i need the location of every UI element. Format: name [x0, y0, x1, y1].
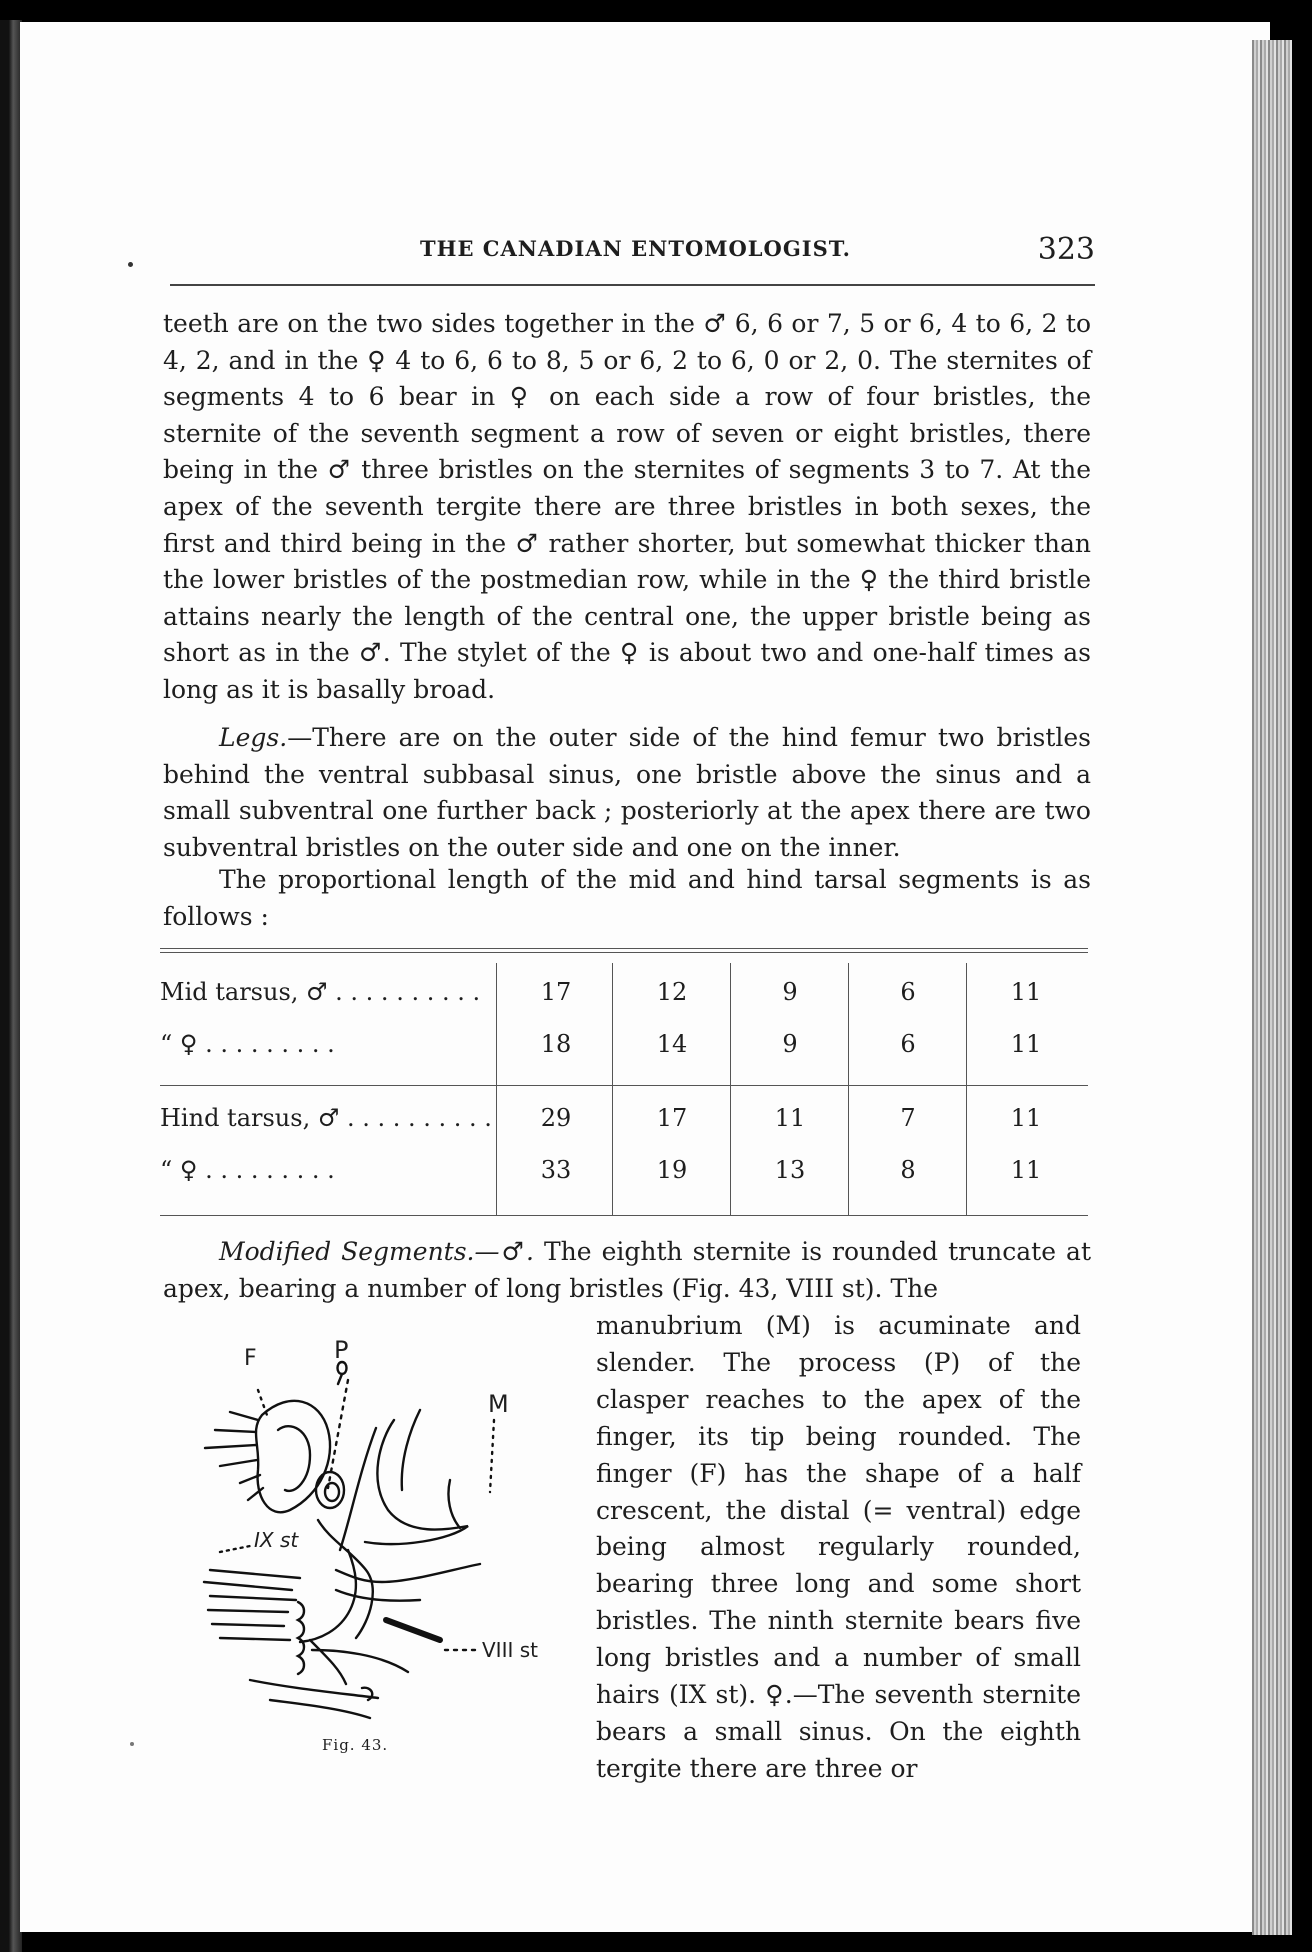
table-row: [160, 1104, 1088, 1144]
cell: 6: [900, 978, 916, 1006]
legs-heading: Legs.: [219, 723, 288, 752]
figure-43: [150, 1320, 580, 1750]
running-header: [150, 232, 1095, 276]
cell: 17: [656, 1104, 688, 1132]
cell: 17: [540, 978, 572, 1006]
paragraph-legs: [163, 720, 1091, 866]
header-rule: [170, 284, 1095, 286]
label-manubrium: M: [488, 1390, 509, 1418]
paragraph-manubrium: manubrium (M) is acuminate and slender. The process (P) of the clasper reaches to the apex of the finger, its tip being rounded. The finger (F) has the shape of a half crescent, the distal (= ventral) edge being almost regularly rounded, bearing three long and some short bristles. The ninth sternite bears five long bristles and a number of small hairs (IX st). ♀.—The seventh sternite bears a small sinus. On the eighth tergite there are three or: [596, 1311, 1081, 1783]
cell: 13: [774, 1156, 806, 1184]
margin-dot: [130, 1742, 134, 1746]
cell: 11: [1010, 1156, 1042, 1184]
legs-text: —There are on the outer side of the hind femur two bristles behind the ventral subbasal sinus, one bristle above the sinus and a small subventral one further back ; posteriorly at the apex there are two subventral bristles on the outer side and one on the inner.: [163, 723, 1091, 862]
page-edge: [1252, 40, 1292, 1935]
book-binding: [0, 20, 22, 1952]
cell: 8: [900, 1156, 916, 1184]
label-process: P: [334, 1336, 349, 1364]
cell: 6: [900, 1030, 916, 1058]
table-row: [160, 978, 1088, 1018]
label-eighth-sternite: VIII st: [482, 1638, 538, 1662]
tarsal-table: [160, 948, 1088, 1218]
figure-caption: Fig. 43.: [322, 1736, 389, 1754]
row-label: “ ♀ . . . . . . . . .: [160, 1156, 335, 1184]
cell: 18: [540, 1030, 572, 1058]
cell: 12: [656, 978, 688, 1006]
cell: 29: [540, 1104, 572, 1132]
row-label: Mid tarsus, ♂ . . . . . . . . . .: [160, 978, 481, 1006]
cell: 9: [782, 978, 798, 1006]
cell: 11: [1010, 1104, 1042, 1132]
table-bottom-rule: [160, 1215, 1088, 1216]
paragraph-modified-segments: [163, 1233, 1091, 1307]
cell: 11: [1010, 1030, 1042, 1058]
genitalia-drawing: [150, 1320, 580, 1750]
table-top-rule: [160, 948, 1088, 953]
row-label: “ ♀ . . . . . . . . .: [160, 1030, 335, 1058]
cell: 19: [656, 1156, 688, 1184]
cell: 9: [782, 1030, 798, 1058]
page-number: 323: [1037, 232, 1095, 267]
running-title: THE CANADIAN ENTOMOLOGIST.: [420, 236, 851, 261]
cell: 33: [540, 1156, 572, 1184]
paragraph-proportions: The proportional length of the mid and hind tarsal segments is as follows :: [163, 865, 1091, 931]
paragraph-sternites: teeth are on the two sides together in the ♂ 6, 6 or 7, 5 or 6, 4 to 6, 2 to 4, 2, and in the ♀ 4 to 6, 6 to 8, 5 or 6, 2 to 6, 0 or 2, 0. The sternites of segments 4 to 6 bear in ♀ on each side a row of four bristles, the sternite of the seventh segment a row of seven or eight bristles, there being in the ♂ three bristles on the sternites of segments 3 to 7. At the apex of the seventh tergite there are three bristles in both sexes, the first and third being in the ♂ rather shorter, but somewhat thicker than the lower bristles of the postmedian row, while in the ♀ the third bristle attains nearly the length of the central one, the upper bristle being as short as in the ♂. The stylet of the ♀ is about two and one-half times as long as it is basally broad.: [163, 309, 1091, 704]
modified-segments-text: The eighth sternite is rounded truncate at apex, bearing a number of long bristles (Fig. 43, VIII st). The: [163, 1237, 1091, 1303]
label-ninth-sternite: IX st: [254, 1528, 299, 1552]
row-label: Hind tarsus, ♂ . . . . . . . . . .: [160, 1104, 492, 1132]
margin-dot: [128, 262, 133, 267]
table-row: [160, 1030, 1088, 1070]
modified-segments-heading: Modified Segments.—♂.: [219, 1237, 534, 1266]
table-mid-rule: [160, 1085, 1088, 1086]
cell: 7: [900, 1104, 916, 1132]
cell: 11: [774, 1104, 806, 1132]
label-finger: F: [244, 1346, 257, 1371]
cell: 11: [1010, 978, 1042, 1006]
cell: 14: [656, 1030, 688, 1058]
table-row: [160, 1156, 1088, 1196]
